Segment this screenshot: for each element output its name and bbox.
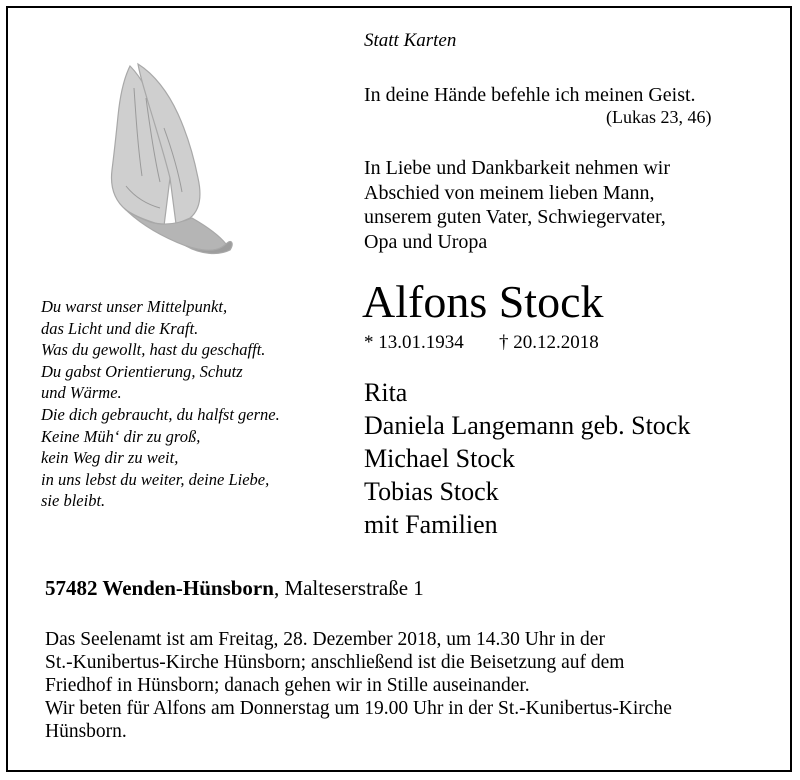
death-date: † 20.12.2018 — [499, 332, 599, 353]
notice-line: Das Seelenamt ist am Freitag, 28. Dezember 2018, um 14.30 Uhr in der — [45, 629, 605, 650]
poem-line: Du gabst Orientierung, Schutz — [41, 361, 243, 381]
survivor-line: Rita — [364, 378, 408, 407]
deceased-name: Alfons Stock — [362, 276, 604, 327]
obituary-card — [6, 6, 792, 772]
poem-line: Du warst unser Mittelpunkt, — [41, 297, 228, 316]
poem-line: Was du gewollt, hast du geschafft. — [41, 340, 266, 360]
family-address — [45, 576, 424, 601]
birth-date: * 13.01.1934 — [364, 332, 464, 353]
notice-line: Friedhof in Hünsborn; danach gehen wir in Stille auseinander. — [45, 675, 530, 696]
intro-line: unserem guten Vater, Schwiegervater, — [364, 206, 666, 228]
bible-verse: In deine Hände befehle ich meinen Geist. — [364, 84, 696, 106]
survivor-line: mit Familien — [364, 510, 498, 539]
poem-line: Keine Müh‘ dir zu groß, — [41, 426, 201, 446]
notice-line: Wir beten für Alfons am Donnerstag um 19.00 Uhr in der St.-Kunibertus-Kirche — [45, 698, 672, 719]
poem-line: sie bleibt. — [41, 491, 106, 511]
survivor-line: Michael Stock — [364, 444, 515, 473]
poem-line: das Licht und die Kraft. — [41, 318, 199, 338]
poem-line: in uns lebst du weiter, deine Liebe, — [41, 469, 270, 489]
memorial-poem — [41, 296, 280, 512]
poem-line: kein Weg dir zu weit, — [41, 448, 179, 468]
intro-line: Abschied von meinem lieben Mann, — [364, 181, 655, 204]
address-street: , Malteserstraße 1 — [273, 576, 424, 600]
service-notice — [45, 628, 672, 743]
survivors-list — [364, 376, 690, 541]
poem-line: Die dich gebraucht, du halfst gerne. — [41, 404, 280, 424]
statt-karten-label: Statt Karten — [364, 30, 457, 51]
intro-line: In Liebe und Dankbarkeit nehmen wir — [364, 157, 671, 179]
intro-line: Opa und Uropa — [364, 230, 488, 253]
address-place: 57482 Wenden-Hünsborn — [45, 576, 274, 600]
notice-line: Hünsborn. — [45, 721, 127, 742]
notice-line: St.-Kunibertus-Kirche Hünsborn; anschließend ist die Beisetzung auf dem — [45, 652, 625, 673]
poem-line: und Wärme. — [41, 383, 122, 403]
survivor-line: Daniela Langemann geb. Stock — [364, 411, 691, 440]
intro-text — [364, 156, 670, 254]
bible-verse-reference: (Lukas 23, 46) — [606, 107, 712, 127]
survivor-line: Tobias Stock — [364, 477, 499, 506]
praying-hands-icon — [68, 58, 268, 258]
